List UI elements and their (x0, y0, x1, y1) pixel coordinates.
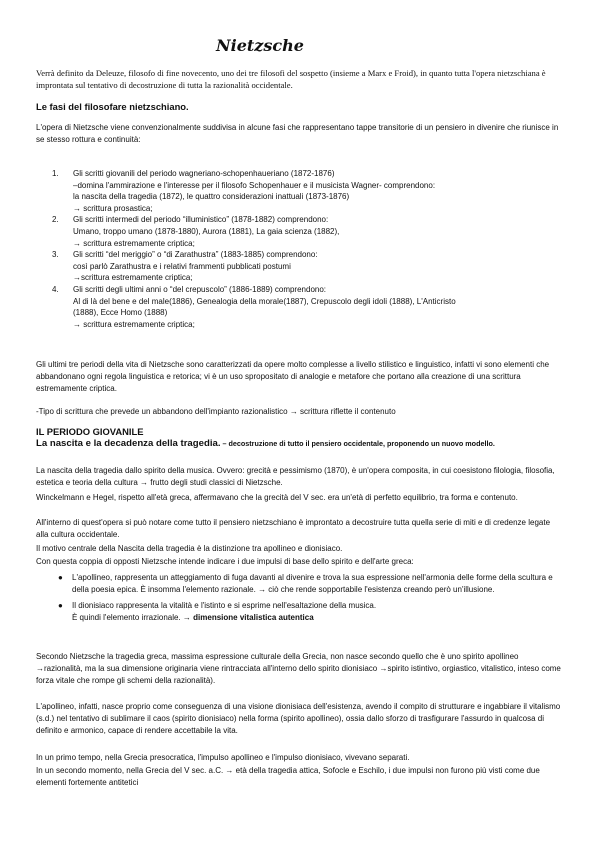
body-paragraph: Il motivo centrale della Nascita della tragedia è la distinzione tra apollineo e dionisiaco. (36, 544, 343, 553)
writing-note: -Tipo di scrittura che prevede un abbandono dell'impianto razionalistico → scrittura riflette il contenuto (36, 407, 396, 416)
phase-number: 3. (52, 250, 59, 260)
phase-line: Gli scritti “del meriggio” o “di Zarathustra” (1883-1885) comprendono: (73, 250, 318, 260)
phase-line: → scrittura estremamente criptica; (73, 238, 195, 248)
phase-line: (1888), Ecce Homo (1888) (73, 308, 168, 318)
bullet-text: L'apollineo, rappresenta un atteggiamento di fuga davanti al divenire e trova la sua espressione nell'armonia delle forme della scultura e della poesia epica. È insomma l'elemento razionale. → ciò che rende sopportabile l'esistenza creando però un'illusione. (72, 573, 553, 594)
intro-paragraph: Verrà definito da Deleuze, filosofo di fine novecento, uno dei tre filosofi del sospetto (insieme a Marx e Froid), in quanto tutta l'opera nietzschiana è improntata sul tentativo di decostruzione di tutta la razionalità occidentale. (36, 68, 546, 90)
phase-number: 2. (52, 215, 59, 225)
subsection-heading (36, 438, 562, 450)
body-paragraph: Con questa coppia di opposti Nietzsche intende indicare i due impulsi di base dello spirito e dell'arte greca: (36, 557, 414, 566)
phase-line: –domina l'ammirazione e l'interesse per il filosofo Schopenhauer e il musicista Wagner- comprendono: (73, 180, 436, 190)
body-paragraph: All'interno di quest'opera si può notare come tutto il pensiero nietzschiano è improntato a decostruire tutta quella serie di miti e di credenze legate alla cultura occidentale. (36, 518, 551, 539)
section-heading-phases: Le fasi del filosofare nietzschiano. (36, 101, 189, 112)
body-paragraph: Secondo Nietzsche la tragedia greca, massima espressione culturale della Grecia, non nasce secondo quello che è uno spirito apollineo →razionalità, ma la sua dimensione originaria viene rintracciata all'interno dello spirito dionisiaco →spirito istintivo, orgiastico, vitalistico, inteso come forza vitale che rompe gli schemi della razionalità). (36, 652, 561, 685)
phase-line: la nascita della tragedia (1872), le quattro considerazioni inattuali (1873-1876) (73, 192, 350, 202)
list-item (56, 600, 562, 624)
phase-line: Gli scritti intermedi del periodo “illuministico” (1878-1882) comprendono: (73, 215, 329, 225)
phase-item (48, 284, 560, 330)
phase-number: 4. (52, 284, 59, 294)
bullet-emphasis: dimensione vitalistica autentica (193, 613, 314, 622)
subsection-note: – decostruzione di tutto il pensiero occidentale, proponendo un nuovo modello. (220, 439, 495, 448)
phase-line: Gli scritti giovanili del periodo wagneriano-schopenhaueriano (1872-1876) (73, 169, 335, 178)
phase-item (48, 249, 560, 284)
list-item (56, 572, 562, 596)
bullet-icon: ● (58, 601, 63, 610)
bullet-icon: ● (58, 573, 63, 582)
phase-line: →scrittura estremamente criptica; (73, 273, 193, 283)
body-paragraph: In un secondo momento, nella Grecia del V sec. a.C. → età della tragedia attica, Sofocle e Eschilo, i due impulsi non furono più visti come due elementi fortemente antitetici (36, 766, 540, 787)
bullet-text: Il dionisiaco rappresenta la vitalità e l'istinto e si esprime nell'esaltazione della musica. (72, 601, 377, 610)
phase-line: Umano, troppo umano (1878-1880), Aurora (1881), La gaia scienza (1882), (73, 226, 340, 236)
phases-list (48, 168, 560, 330)
phase-item (48, 168, 560, 214)
phase-line: così parlò Zarathustra e i relativi frammenti pubblicati postumi (73, 261, 291, 271)
phase-line: → scrittura estremamente criptica; (73, 319, 195, 329)
body-paragraph: Winckelmann e Hegel, rispetto all'età greca, affermavano che la grecità del V sec. era un'età di perfetto equilibrio, tra forma e contenuto. (36, 493, 518, 502)
phase-number: 1. (52, 169, 59, 178)
body-paragraph: La nascita della tragedia dallo spirito della musica. Ovvero: grecità e pessimismo (1870), è un'opera composita, in cui coesistono filologia, filosofia, estetica e teoria della cultura → frutto degli studi classici di Nietzsche. (36, 466, 555, 487)
phases-lead-paragraph: L'opera di Nietzsche viene convenzionalmente suddivisa in alcune fasi che rappresentano tappe transitorie di un pensiero in divenire che riunisce in se stesso rottura e continuità: (36, 123, 559, 144)
phase-item (48, 214, 560, 249)
subsection-title: La nascita e la decadenza della tragedia. (36, 438, 221, 449)
body-paragraph: In un primo tempo, nella Grecia presocratica, l'impulso apollineo e l'impulso dionisiaco, vivevano separati. (36, 753, 410, 762)
section-heading-youth: IL PERIODO GIOVANILE (36, 426, 144, 437)
phase-line: → scrittura prosastica; (73, 203, 153, 213)
phase-line: Al di là del bene e del male(1886), Genealogia della morale(1887), Crepuscolo degli idoli (1888), L'Anticristo (73, 296, 456, 306)
bullet-text-part: È quindi l'elemento irrazionale. → (72, 613, 194, 622)
after-phases-paragraph: Gli ultimi tre periodi della vita di Nietzsche sono caratterizzati da opere molto complesse a livello stilistico e linguistico, infatti vi sono elementi che abbandonano ogni regola linguistica e retorica; vi è un uso spropositato di analogie e metafore che portano alla creazione di una scrittura estremamente criptica. (36, 360, 550, 393)
page-title: Nietzsche (216, 36, 304, 55)
bullet-text-continued (72, 612, 562, 624)
body-paragraph: L'apollineo, infatti, nasce proprio come conseguenza di una visione dionisiaca dell'esistenza, avendo il compito di strutturare e ingabbiare il vitalismo (s.d.) nel tentativo di sublimare il caos (spirito dionisiaco) nella forma (spirito apollineo), ossia dallo sforzo di trasfigurare l'assurdo in qualcosa di definito e armonico, capace di rendere accettabile la vita. (36, 702, 561, 735)
phase-line: Gli scritti degli ultimi anni o “del crepuscolo” (1886-1889) comprendono: (73, 284, 327, 294)
opposites-list (56, 572, 562, 628)
